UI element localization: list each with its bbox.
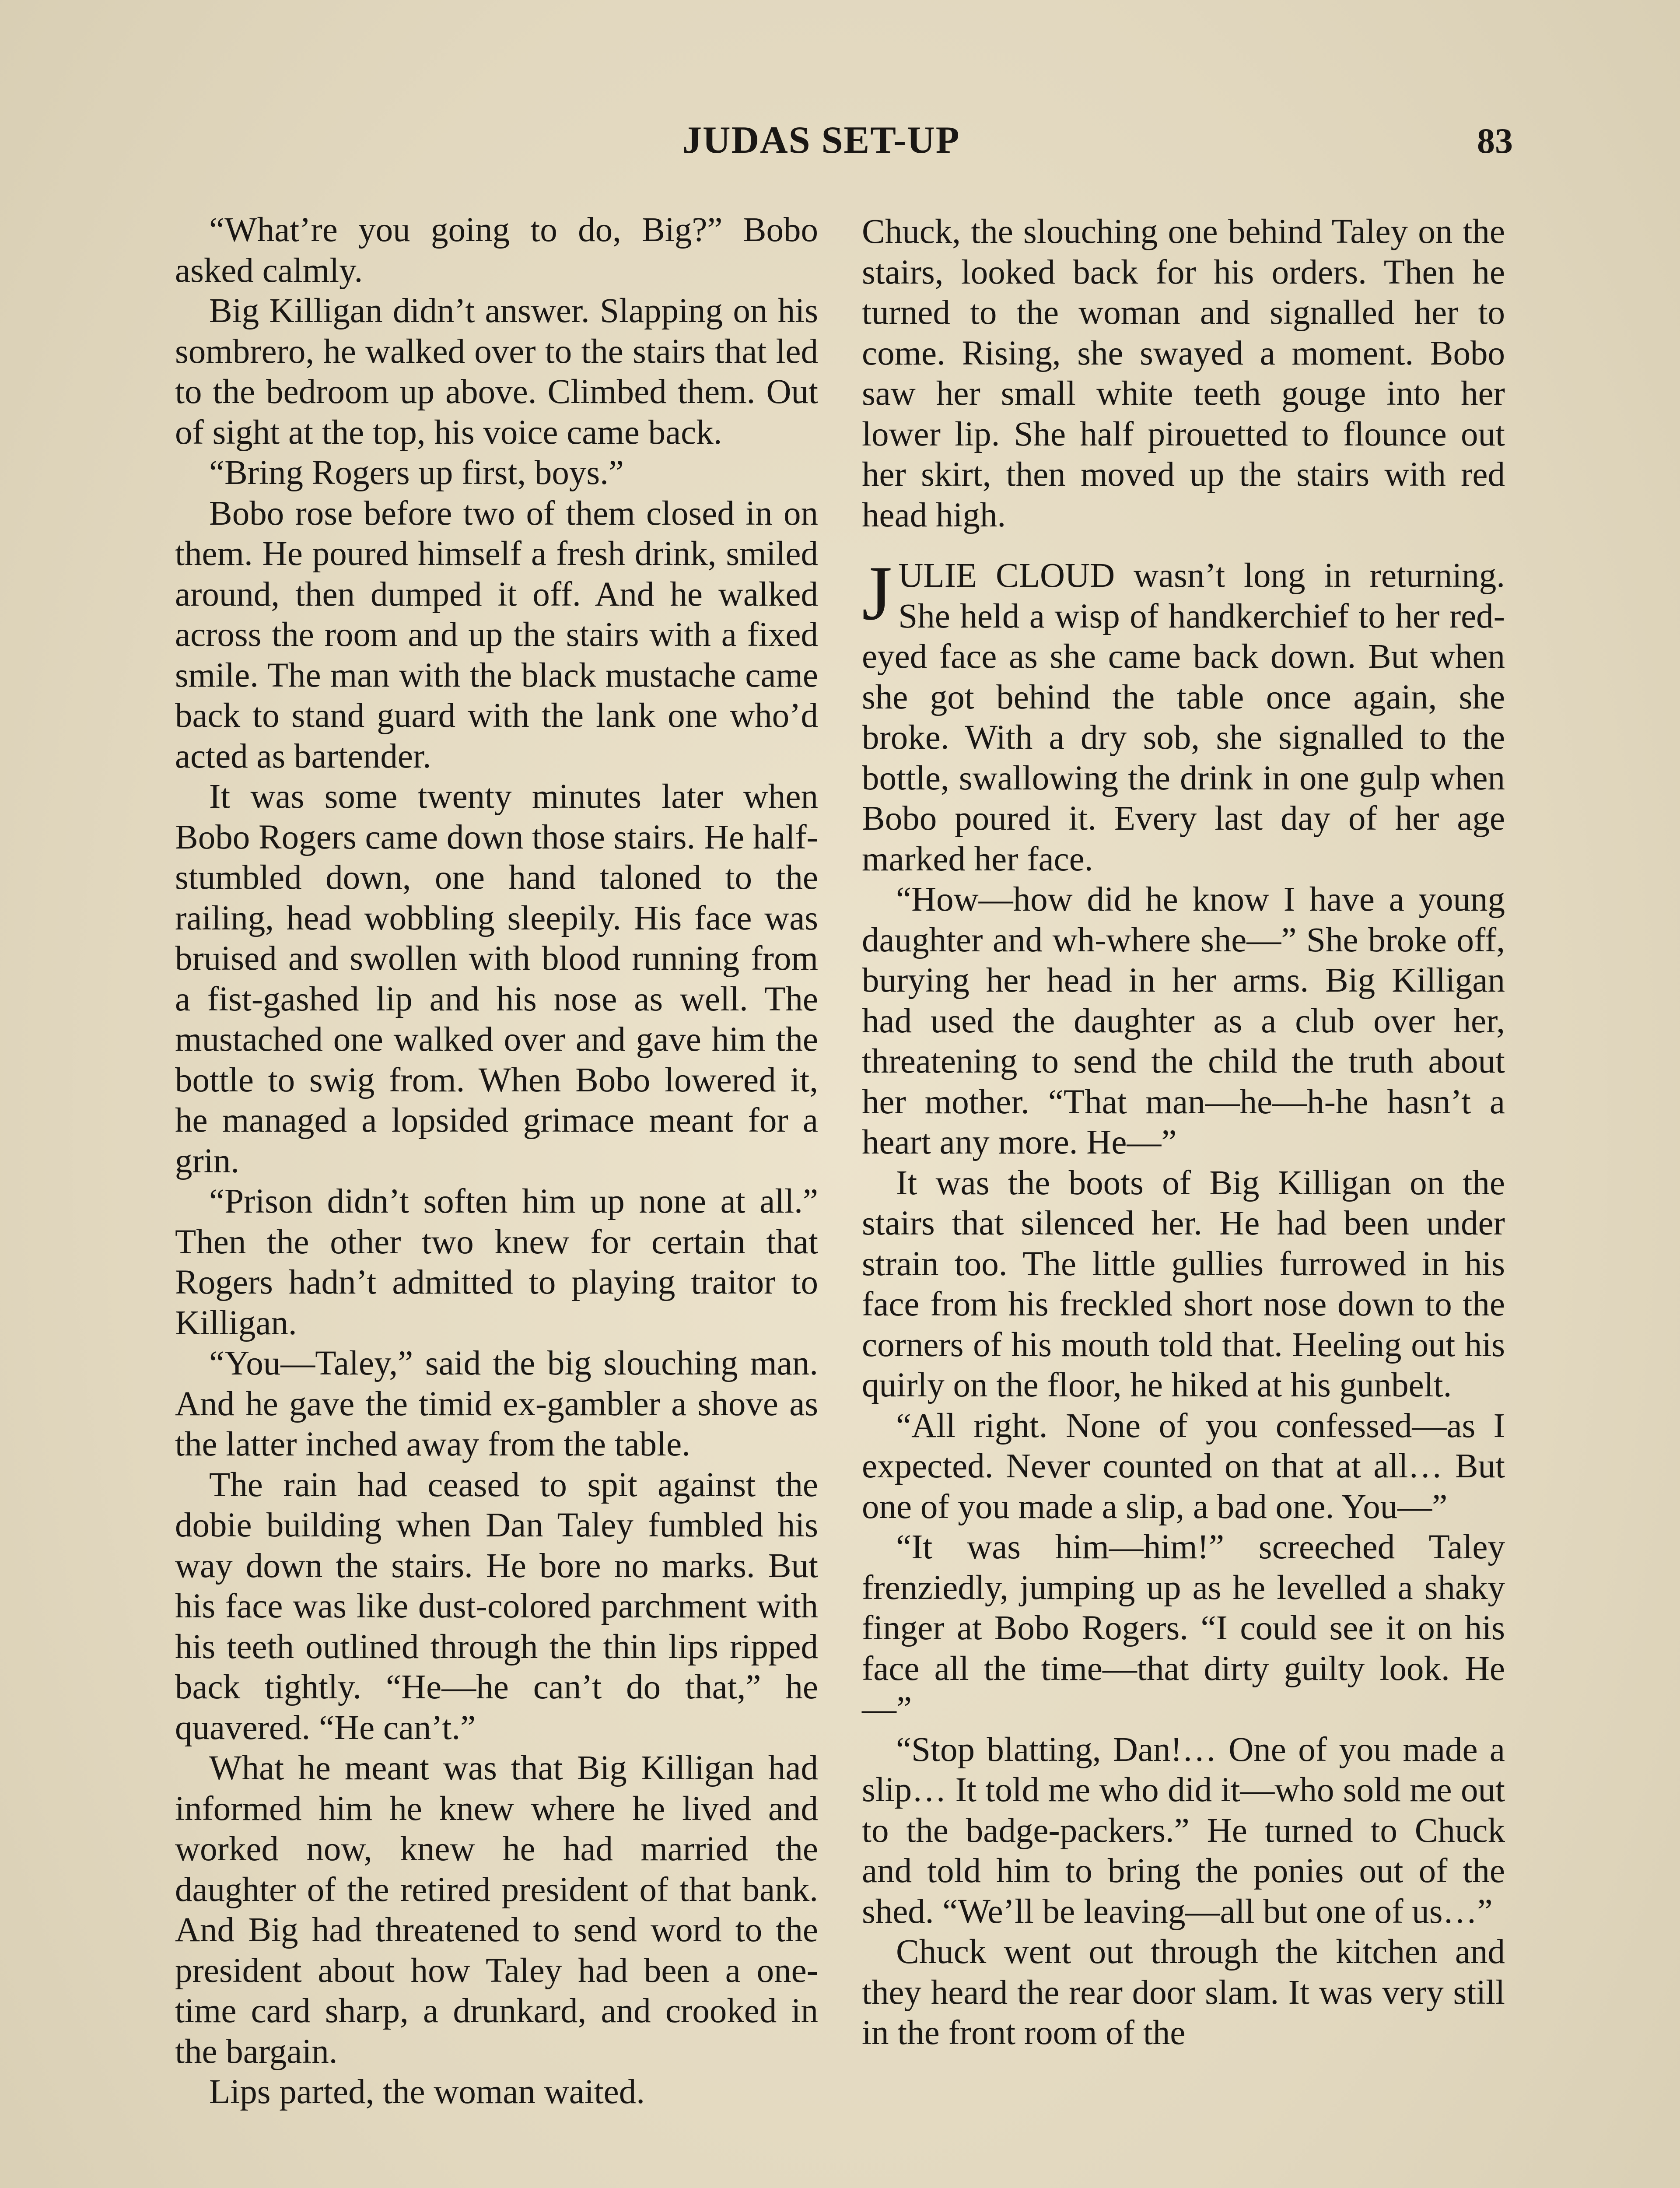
paragraph: It was the boots of Big Killigan on the stairs that silenced her. He had been under strain too. The little gullies furrowed in his face from his freckled short nose down to the corners of his mouth told that. Heeling out his quirly on the floor, he hiked at his gunbelt. <box>862 1164 1505 1404</box>
paragraph: Big Killigan didn’t answer. Slapping on his sombrero, he walked over to the stairs that led to the bedroom up above. Climbed them. Out of sight at the top, his voice came back. <box>175 292 818 452</box>
right-column <box>862 212 1505 2054</box>
paragraph: “What’re you going to do, Big?” Bobo asked calmly. <box>175 211 818 290</box>
paragraph: “All right. None of you confessed—as I expected. Never counted on that at all… But one of you made a slip, a bad one. You—” <box>862 1406 1505 1526</box>
left-column <box>175 210 818 2113</box>
continued-paragraph: Chuck, the slouching one behind Taley on the stairs, looked back for his orders. Then he turned to the woman and signalled her to come. Rising, she swayed a moment. Bobo saw her small white teeth gouge into her lower lip. She half pirouetted to flounce out her skirt, then moved up the stairs with red head high. <box>862 213 1505 534</box>
section-start-text: ULIE CLOUD wasn’t long in returning. She held a wisp of handkerchief to her red-eyed face as she came back down. But when she got behind the table once again, she broke. With a dry sob, she signalled to the bottle, swallowing the drink in one gulp when Bobo poured it. Every last day of her age marked her face. <box>862 557 1505 878</box>
paragraph: Lips parted, the woman waited. <box>209 2073 645 2111</box>
paragraph: What he meant was that Big Killigan had informed him he knew where he lived and worked now, knew he had married the daughter of the retired president of that bank. And Big had threatened to send word to the president about how Taley had been a one-time card sharp, a drunkard, and crooked in the bargain. <box>175 1749 818 2071</box>
section-start-paragraph <box>862 550 1505 880</box>
paragraph: Chuck went out through the kitchen and they heard the rear door slam. It was very still in the front room of the <box>862 1933 1505 2052</box>
drop-cap: J <box>862 550 892 636</box>
page-number: 83 <box>1477 121 1513 161</box>
paragraph: “Prison didn’t soften him up none at all.” Then the other two knew for certain that Rogers hadn’t admitted to playing traitor to Killigan. <box>175 1182 818 1342</box>
paragraph: “It was him—him!” screeched Taley frenziedly, jumping up as he levelled a shaky finger at Bobo Rogers. “I could see it on his face all the time—that dirty guilty look. He—” <box>862 1528 1505 1728</box>
paragraph: It was some twenty minutes later when Bobo Rogers came down those stairs. He half-stumbled down, one hand taloned to the railing, head wobbling sleepily. His face was bruised and swollen with blood running from a fist-gashed lip and his nose as well. The mustached one walked over and gave him the bottle to swig from. When Bobo lowered it, he managed a lopsided grimace meant for a grin. <box>175 778 818 1180</box>
paragraph: Bobo rose before two of them closed in on them. He poured himself a fresh drink, smiled around, then dumped it off. And he walked across the room and up the stairs with a fixed smile. The man with the black mustache came back to stand guard with the lank one who’d acted as bartender. <box>175 494 818 775</box>
paragraph: “How—how did he know I have a young daughter and wh-where she—” She broke off, burying her head in her arms. Big Killigan had used the daughter as a club over her, threatening to send the child the truth about her mother. “That man—he—h-he hasn’t a heart any more. He—” <box>862 880 1505 1161</box>
running-header: JUDAS SET-UP <box>682 119 960 161</box>
paragraph: The rain had ceased to spit against the dobie building when Dan Taley fumbled his way down the stairs. He bore no marks. But his face was like dust-colored parchment with his teeth outlined through the thin lips ripped back tightly. “He—he can’t do that,” he quavered. “He can’t.” <box>175 1466 818 1747</box>
paragraph: “Stop blatting, Dan!… One of you made a slip… It told me who did it—who sold me out to the badge-packers.” He turned to Chuck and told him to bring the ponies out of the shed. “We’ll be leaving—all but one of us…” <box>862 1730 1505 1931</box>
paragraph: “You—Taley,” said the big slouching man. And he gave the timid ex-gambler a shove as the latter inched away from the table. <box>175 1344 818 1463</box>
paragraph: “Bring Rogers up first, boys.” <box>209 454 624 492</box>
